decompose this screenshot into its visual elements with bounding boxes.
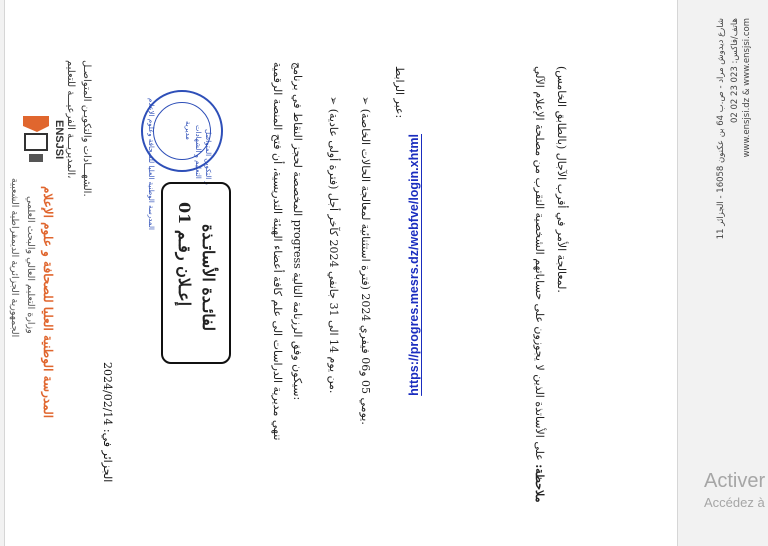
stamp-inner-text-1: مديرية: [184, 121, 192, 140]
schedule-item-1: ➢ من يوم 14 الى 31 جانفي 2024 كآخر أجل (فترة أولى عادية).: [327, 96, 340, 394]
body-paragraph-1: تنهي مديرية الدراسات الى علم كافة أعضاء الهيئة التدريسية، أن فتح المنصة الرقمية: [271, 62, 284, 441]
via-link-label: عبر الرابط:: [393, 66, 406, 119]
stamp-inner-text-3: و التكوين المتواصل: [204, 129, 212, 185]
progres-login-link[interactable]: https://progres.mesrs.dz/webfve/login.xhtml: [407, 134, 421, 396]
official-stamp: [141, 90, 223, 230]
note-label: ملاحظة:: [533, 464, 546, 503]
ministry-line: وزارة التعليم العالي والبحث العلمي: [25, 196, 36, 334]
footer-address: 11 شارع ديدوش مراد - ص.ب 64 بن عكنون 16058 - الجزائر: [716, 18, 726, 240]
announcement-title: إعـلان رقـم 01: [175, 202, 194, 307]
body-paragraph-2: المخصصة لحجز النقاط في برنامج progress سيكون وفق الرزنامة التالية:: [291, 62, 304, 401]
school-logo-icon: [19, 110, 53, 166]
note-line-2: (بالطابق الخامس) لمعالجة الأمر في أقرب الآجال.: [555, 66, 568, 293]
document-date: الجزائر في: 2024/02/14: [101, 362, 114, 483]
footer-web: www.ensjsi.dz & www.ensjsi.com: [742, 18, 752, 158]
stamp-outer-text: المدرسة الوطنية العليا للصحافة وعلوم الإعلام: [147, 98, 155, 230]
footer-phone: هاتف/فاكس: 023 23 02 02: [730, 18, 740, 124]
stamp-inner-ring: [153, 102, 212, 185]
logo-text: ENSJSI: [53, 120, 65, 160]
note-text-1: على الأساتذة الذين لا يجوزون على حساباتهم الشخصية التقرب من مصلحة الإعلام الآلي: [533, 66, 546, 461]
school-name: المدرسة الوطنية العليا للصحافة و علوم الإعلام: [41, 186, 55, 419]
schedule-item-2: ➢ يومي 05 و06 فيفري 2024 (فترة استثنائية لمعالجة الحالات الخاصة).: [359, 96, 372, 425]
watermark-line-2: Accédez à: [704, 495, 765, 510]
stamp-inner-text-2: التعليم و الشهادات: [194, 125, 202, 179]
watermark-line-1: Activer: [704, 470, 766, 492]
note-line-1: [533, 66, 546, 502]
directorate-line-1: المديريـــة الفرعيـــة للتعليم،: [65, 60, 76, 179]
directorate-line-2: الشهـــادات والتكويـن المتواصـل.: [81, 60, 92, 197]
document-page: [4, 0, 678, 546]
announcement-subtitle: لفائـدة الأساتـذة: [199, 224, 218, 332]
republic-line: الجمهورية الجزائرية الديمقراطية الشعبية: [9, 178, 20, 338]
activation-watermark: [704, 470, 765, 510]
announcement-title-box: [161, 182, 231, 364]
